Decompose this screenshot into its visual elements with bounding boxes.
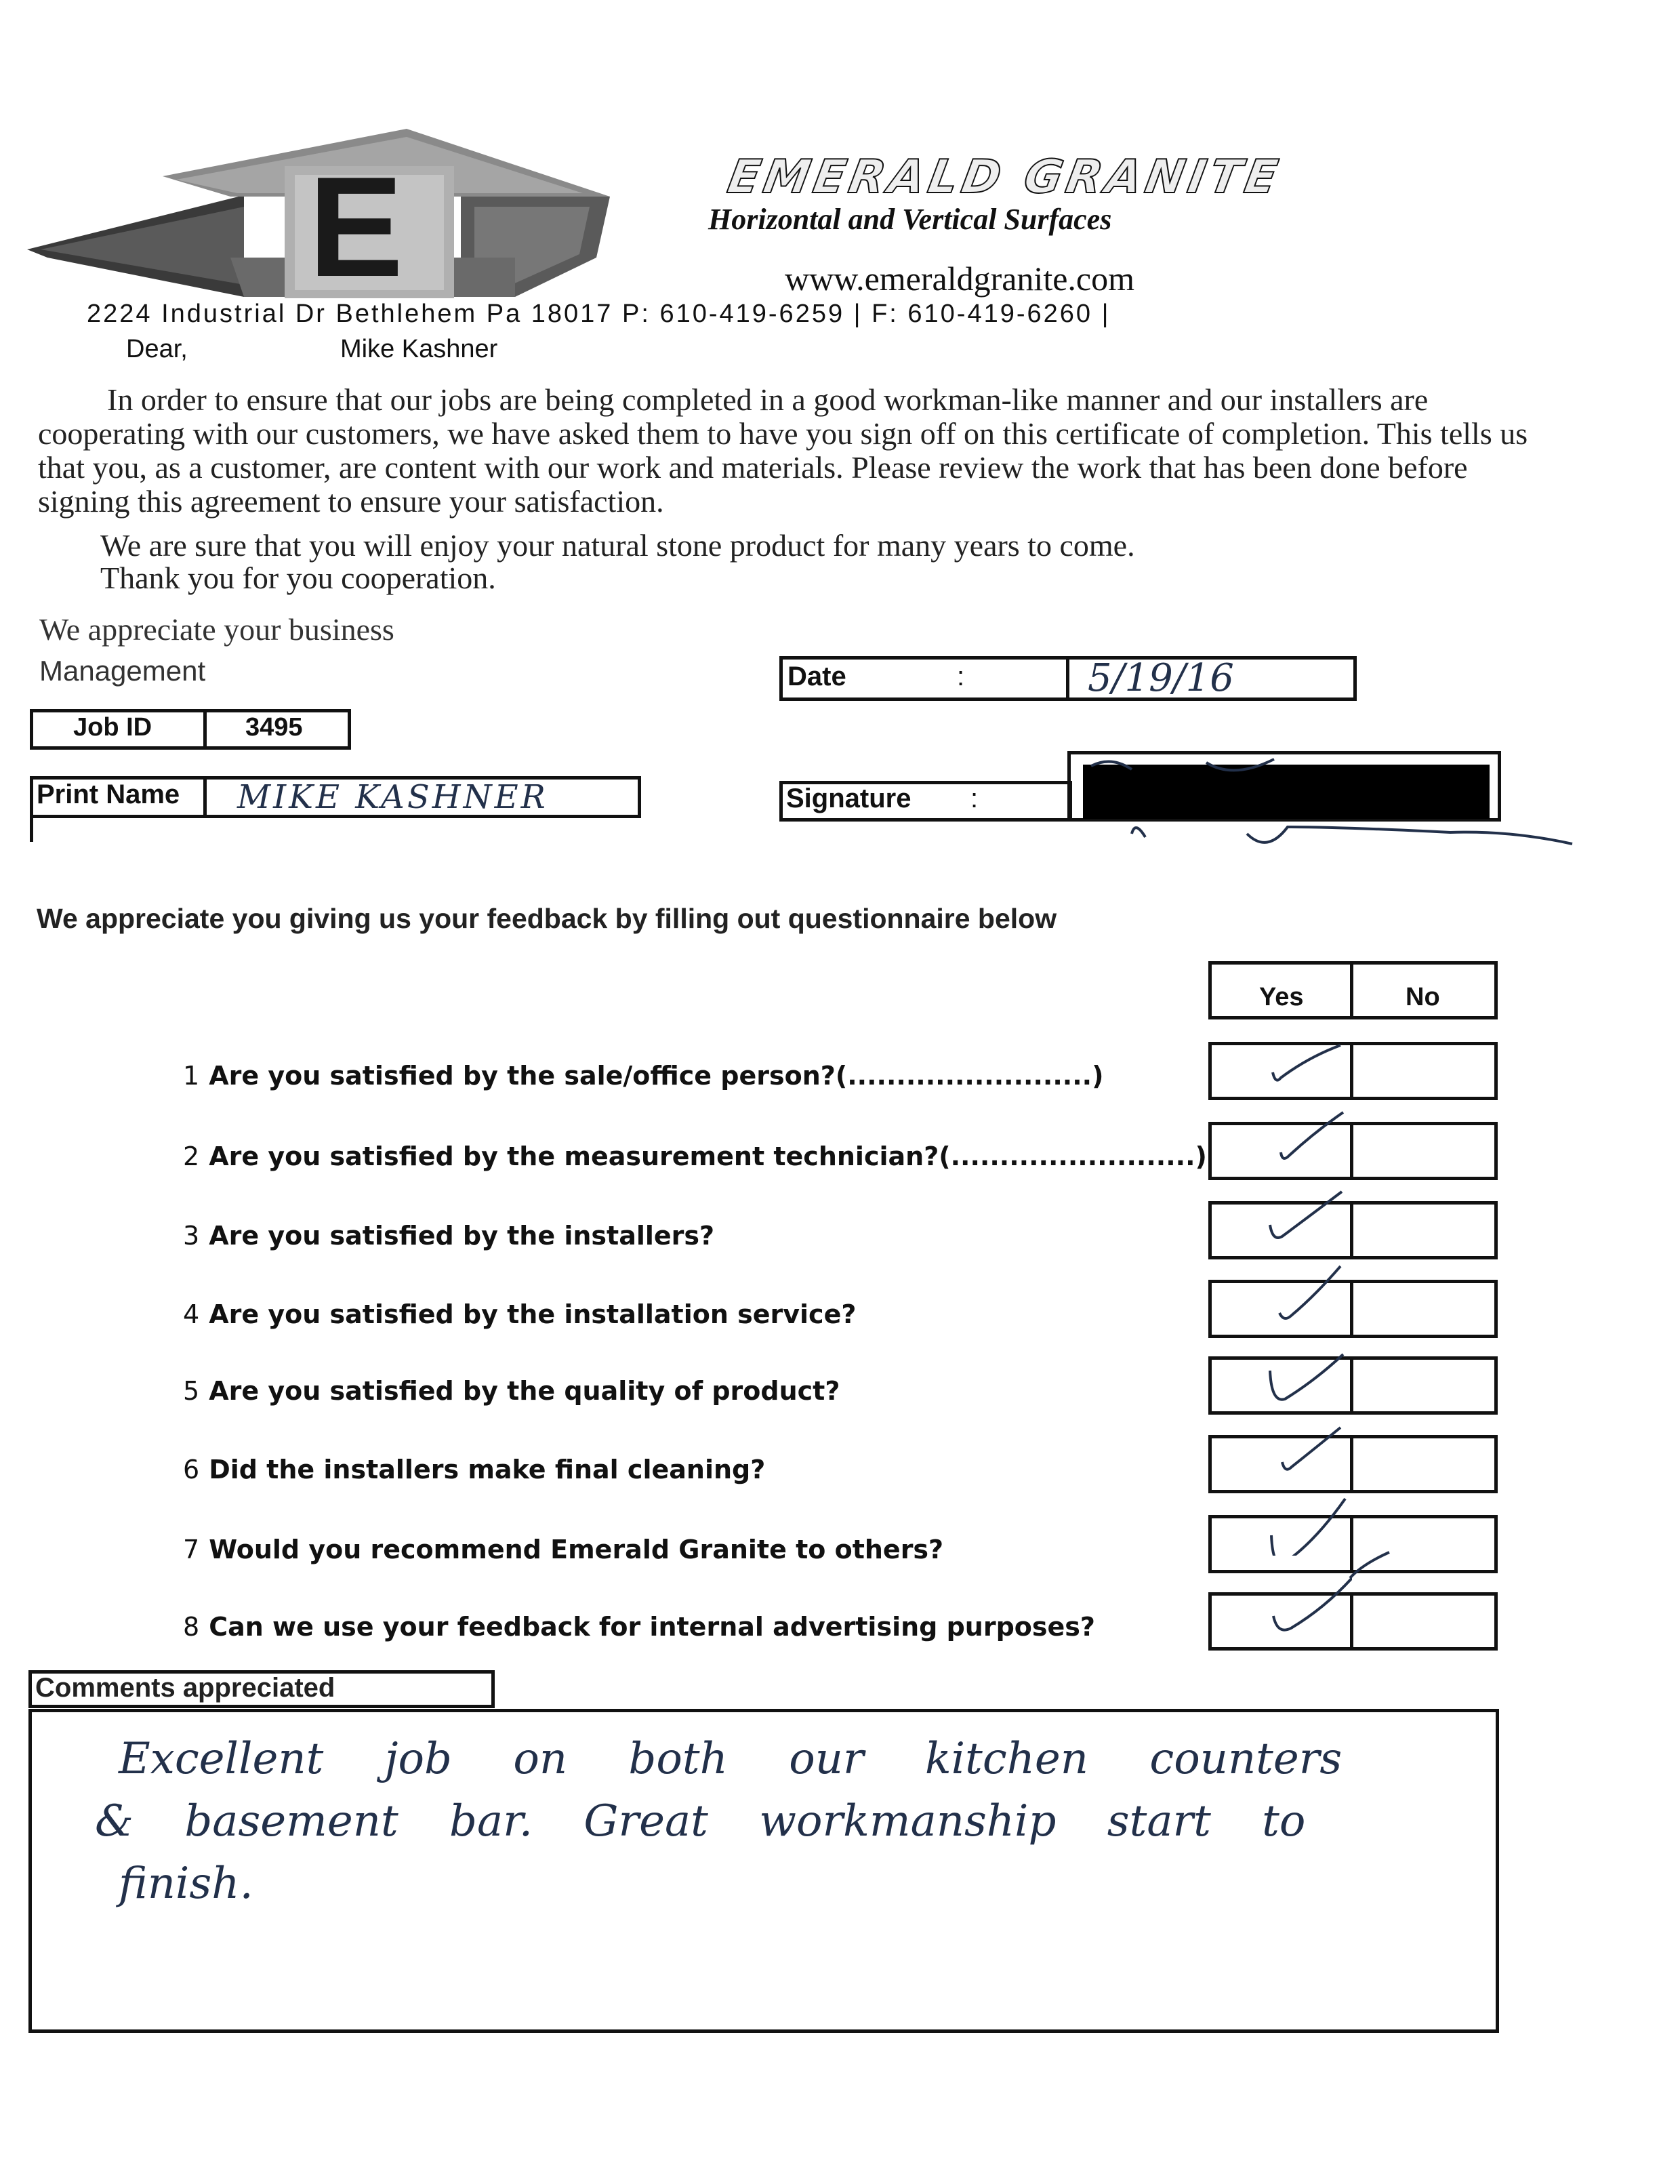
signature-strokes xyxy=(1071,752,1586,854)
no-header: No xyxy=(1406,983,1440,1011)
company-address: 2224 Industrial Dr Bethlehem Pa 18017 P: 610-419-6259 | F: 610-419-6260 | xyxy=(87,300,1111,328)
yes-header: Yes xyxy=(1259,983,1304,1011)
company-name: EMERALD GRANITE xyxy=(724,150,1286,204)
job-id-label: Job ID xyxy=(73,713,152,742)
q4-no-box[interactable] xyxy=(1350,1280,1498,1338)
date-colon: : xyxy=(957,662,965,691)
q3-yes-checkmark xyxy=(1261,1188,1349,1249)
question-8: 8 Can we use your feedback for internal advertising purposes? xyxy=(183,1612,1095,1642)
q2-yes-checkmark xyxy=(1267,1108,1355,1169)
comments-label: Comments appreciated xyxy=(35,1673,335,1703)
letter-paragraph-3: Thank you for you cooperation. xyxy=(100,561,496,595)
q6-yes-checkmark xyxy=(1267,1425,1355,1486)
salutation: Dear, xyxy=(126,335,188,363)
signature-colon: : xyxy=(970,784,979,813)
company-logo xyxy=(27,122,637,312)
letter-paragraph-1: In order to ensure that our jobs are being completed in a good workman-like manner and our installers are cooperating with our customers, we have asked them to have you sign off on this certificate of completion. This tells us that you, as a customer, are content with our work and materials. Please review the work that has been done before signing this agreement to ensure your satisfaction. xyxy=(38,382,1528,519)
question-1: 1 Are you satisfied by the sale/office person?(.........................) xyxy=(183,1061,1104,1091)
q1-no-box[interactable] xyxy=(1350,1042,1498,1100)
job-id-value: 3495 xyxy=(245,713,303,742)
customer-name: Mike Kashner xyxy=(340,335,498,363)
q4-yes-checkmark xyxy=(1267,1262,1355,1323)
date-label: Date xyxy=(787,662,846,691)
letter-paragraph-2: We are sure that you will enjoy your natural stone product for many years to come. xyxy=(100,528,1135,563)
q6-no-box[interactable] xyxy=(1350,1435,1498,1493)
company-tagline: Horizontal and Vertical Surfaces xyxy=(708,203,1112,236)
question-4: 4 Are you satisfied by the installation service? xyxy=(183,1299,857,1329)
q5-yes-checkmark xyxy=(1261,1350,1349,1411)
q1-yes-checkmark xyxy=(1261,1037,1349,1098)
signature-label: Signature xyxy=(786,784,911,813)
date-value[interactable]: 5/19/16 xyxy=(1088,656,1234,700)
comments-line-2: & basement bar. Great workmanship start to xyxy=(95,1796,1306,1846)
q3-no-box[interactable] xyxy=(1350,1201,1498,1259)
question-3: 3 Are you satisfied by the installers? xyxy=(183,1221,715,1251)
q2-no-box[interactable] xyxy=(1350,1122,1498,1180)
q5-no-box[interactable] xyxy=(1350,1356,1498,1415)
question-5: 5 Are you satisfied by the quality of product? xyxy=(183,1376,840,1406)
print-name-value[interactable]: MIKE KASHNER xyxy=(237,778,548,816)
q8-yes-checkmark xyxy=(1264,1574,1352,1635)
comments-line-1: Excellent job on both our kitchen counters xyxy=(119,1734,1343,1784)
logo-letter: E xyxy=(308,147,404,306)
company-website: www.emeraldgranite.com xyxy=(785,260,1134,298)
questionnaire-heading: We appreciate you giving us your feedback by filling out questionnaire below xyxy=(37,903,1057,934)
print-name-label: Print Name xyxy=(37,780,180,809)
q8-no-box[interactable] xyxy=(1350,1592,1498,1651)
q7-yes-checkmark xyxy=(1261,1495,1349,1556)
question-6: 6 Did the installers make final cleaning? xyxy=(183,1455,766,1484)
letter-closing: We appreciate your business xyxy=(39,612,394,647)
question-2: 2 Are you satisfied by the measurement technician?(.........................) xyxy=(183,1141,1207,1171)
letter-signoff: Management xyxy=(39,655,206,687)
question-7: 7 Would you recommend Emerald Granite to others? xyxy=(183,1535,944,1564)
comments-line-3: finish. xyxy=(119,1859,253,1909)
